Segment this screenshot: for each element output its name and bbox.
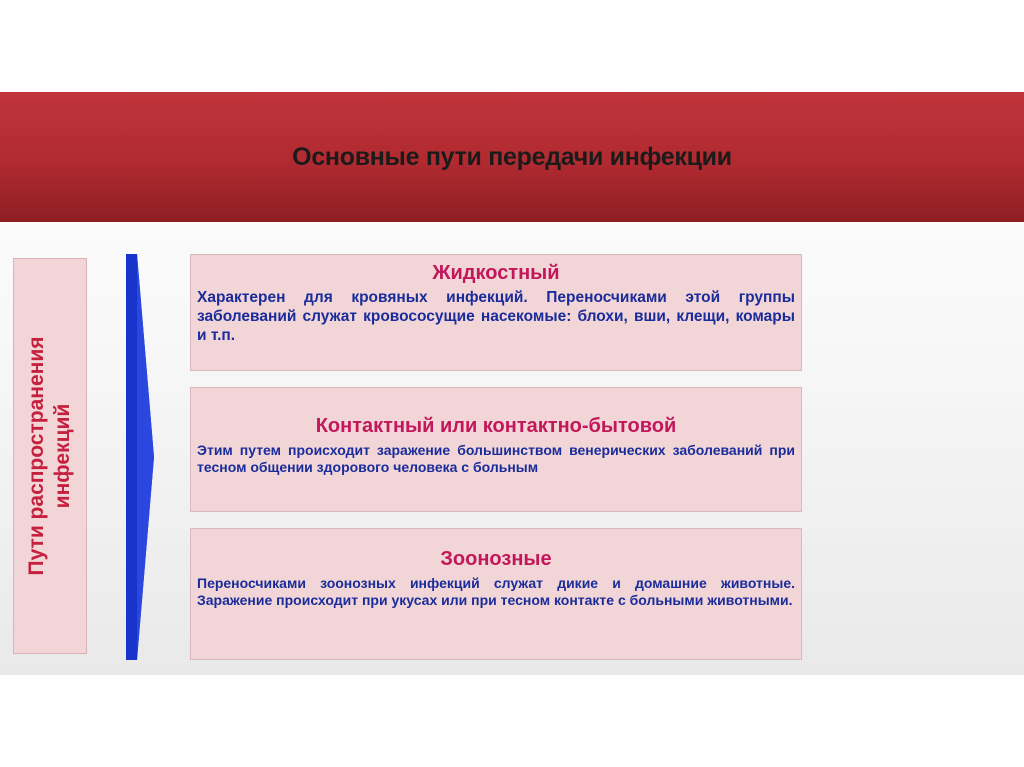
card-body: Переносчиками зоонозных инфекций служат дикие и домашние животные. Заражение происходит при укусах или при тесном контакте с больными животными. <box>197 575 795 609</box>
card-body: Этим путем происходит заражение большинством венерических заболеваний при тесном общении здорового человека с больным <box>197 442 795 476</box>
transmission-card-liquid <box>190 254 802 371</box>
side-label-box <box>13 258 87 654</box>
card-title: Контактный или контактно-бытовой <box>315 415 677 437</box>
slide-title: Основные пути передачи инфекции <box>292 142 732 171</box>
arrow-right-icon <box>124 254 156 660</box>
card-title: Жидкостный <box>432 262 560 284</box>
transmission-card-contact <box>190 387 802 512</box>
side-label: Пути распространения инфекций <box>25 336 74 576</box>
transmission-card-zoonotic <box>190 528 802 660</box>
card-body: Характерен для кровяных инфекций. Переносчиками этой группы заболеваний служат кровососущие насекомые: блохи, вши, клещи, комары и т.п. <box>197 289 795 344</box>
card-title: Зоонозные <box>440 548 552 570</box>
